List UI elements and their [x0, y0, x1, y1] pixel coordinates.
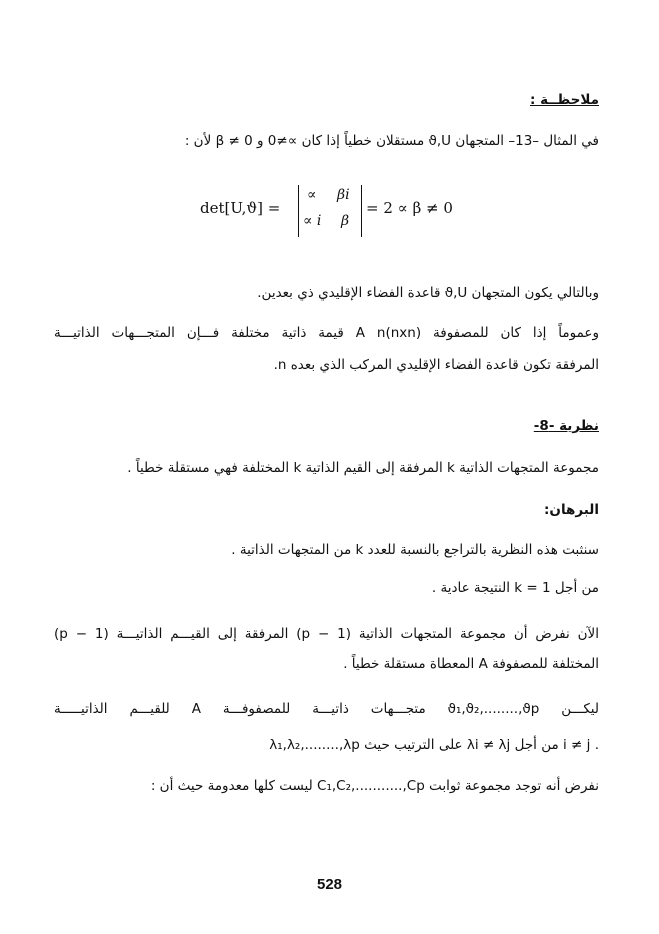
paragraph-line: وعموماً إذا كان للمصفوفة (nxn)A n قيمة ذاتية مختلفة فـــإن المتجـــهات الذاتيـــة: [54, 325, 599, 341]
formula-lhs: det[U,ϑ] =: [200, 199, 281, 217]
paragraph-line: سنثبت هذه النظرية بالتراجع بالنسبة للعدد k من المتجهات الذاتية .: [231, 542, 599, 558]
determinant-formula: [200, 185, 480, 241]
formula-rhs: = 2 ∝ β ≠ 0: [366, 199, 453, 217]
matrix-cell: βi: [337, 187, 350, 203]
determinant-matrix: [298, 185, 362, 237]
paragraph-line: مجموعة المتجهات الذاتية k المرفقة إلى القيم الذاتية k المختلفة فهي مستقلة خطياً .: [127, 460, 599, 476]
page-number: 528: [316, 876, 343, 893]
matrix-cell: β: [341, 213, 350, 229]
matrix-cell: ∝: [307, 187, 317, 203]
paragraph-line: من أجل k = 1 النتيجة عادية .: [431, 580, 599, 596]
matrix-cell: ∝ i: [303, 213, 322, 229]
paragraph-line: نفرض أنه توجد مجموعة ثوابت C₁,C₂,...........,Cp ليست كلها معدومة حيث أن :: [150, 778, 599, 794]
paragraph-line: وبالتالي يكون المتجهان ϑ,U قاعدة الفضاء الإقليدي ذي بعدين.: [257, 285, 599, 301]
proof-heading: البرهان:: [544, 502, 599, 518]
note-heading: ملاحظــة :: [529, 92, 599, 108]
theorem-heading: نظرية -8-: [533, 418, 599, 434]
paragraph-line: المختلفة للمصفوفة A المعطاة مستقلة خطياً .: [343, 656, 599, 672]
paragraph-line: الآن نفرض أن مجموعة المتجهات الذاتية (p − 1) المرفقة إلى القيـــم الذاتيـــة (p − 1): [54, 626, 599, 642]
paragraph-line: λ₁,λ₂,........,λp على الترتيب حيث λi ≠ λj من أجل i ≠ j .: [269, 737, 599, 753]
paragraph-line: المرفقة تكون قاعدة الفضاء الإقليدي المركب الذي بعده n.: [273, 357, 599, 373]
paragraph-line: في المثال –13– المتجهان ϑ,U مستقلان خطياً إذا كان ∝≠0 و β ≠ 0 لأن :: [184, 133, 599, 149]
paragraph-line: ليكـــن ϑ₁,ϑ₂,........,ϑp متجـــهات ذاتيـــة للمصفوفـــة A للقيـــم الذاتيـــــة: [54, 701, 599, 717]
